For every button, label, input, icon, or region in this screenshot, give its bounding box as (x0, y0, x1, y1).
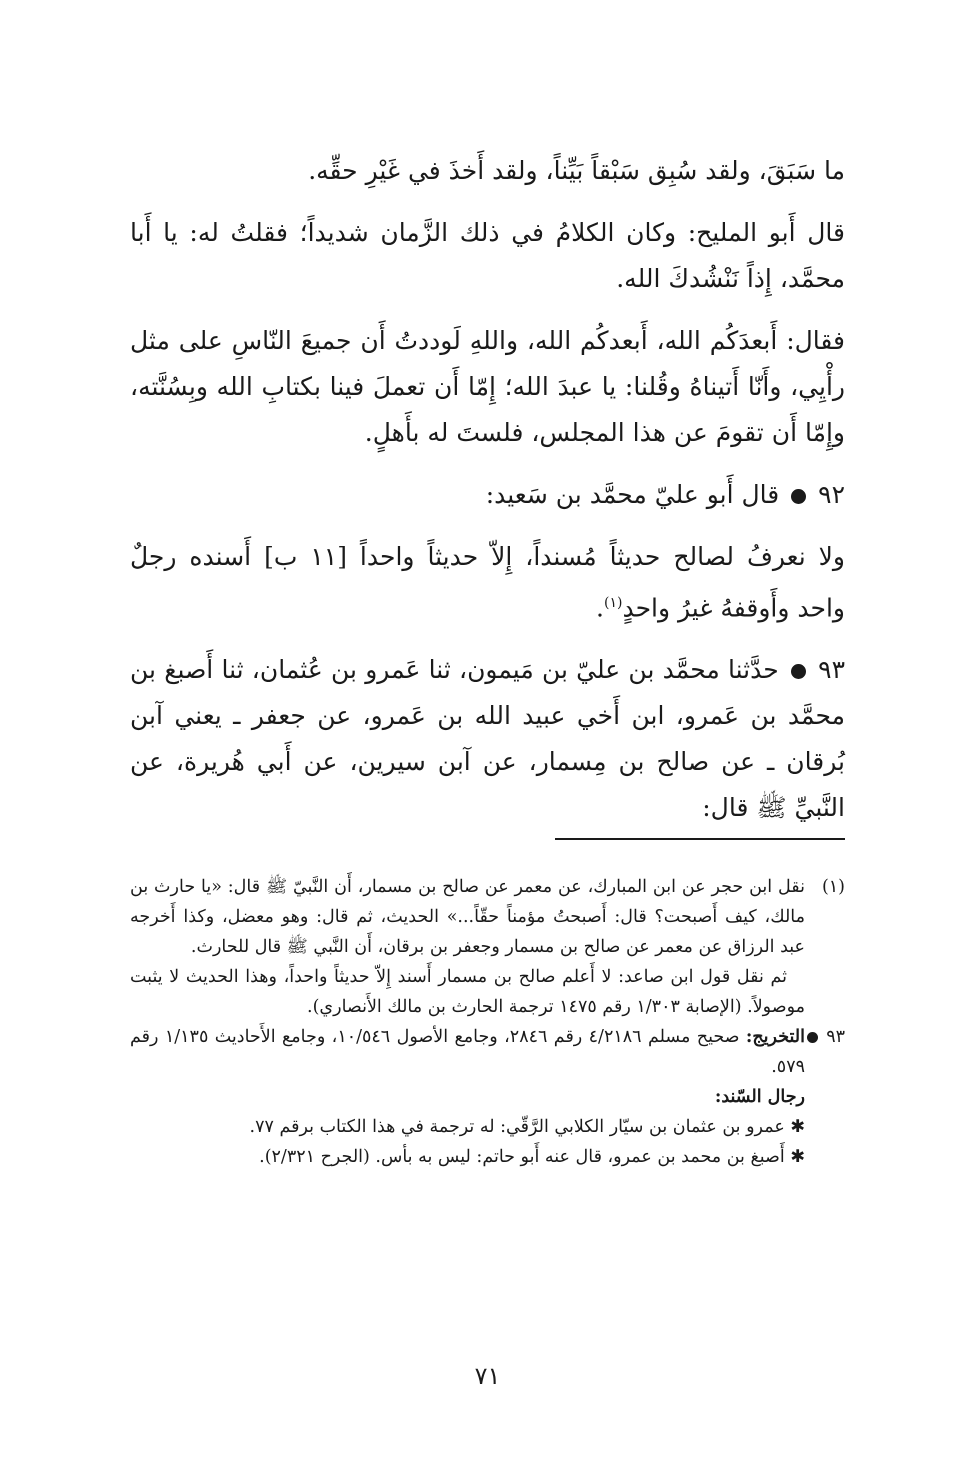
takhrij-label: التخريج: (745, 1027, 805, 1047)
rijal-item-1: ✱ عمرو بن عثمان بن سيّار الكلابي الرَّقّي: له ترجمة في هذا الكتاب برقم ٧٧. (249, 1117, 805, 1137)
footnote-93 (130, 1022, 845, 1082)
paragraph-93-text: حدَّثنا محمَّد بن عليّ بن مَيمون، ثنا عَمرو بن عُثمان، ثنا أَصبغ بن محمَّد بن عَمرو، ابن أَخي عبيد الله بن عَمرو، عن جعفر ـ يعني آبن بُرقان ـ عن صالح بن مِسمار، عن آبن سيرين، عن أَبي هُريرة، عن النَّبيِّ ﷺ قال: (130, 655, 845, 823)
takhrij-text: صحيح مسلم ٤/٢١٨٦ رقم ٢٨٤٦، وجامع الأصول ١٠/٥٤٦، وجامع الأَحاديث ١/١٣٥ رقم ٥٧٩. (130, 1027, 805, 1077)
paragraph-2: قال أَبو المليح: وكان الكلامُ في ذلك الزَّمان شديداً؛ فقلتُ له: يا أَبا محمَّد، إِذاً نَنْشُدكَ الله. (130, 218, 845, 293)
rijal-heading: رجال السّند: (714, 1087, 805, 1107)
rijal-item-2: ✱ أَصبغ بن محمد بن عمرو، قال عنه أَبو حاتم: ليس به بأس. (الجرح ٢/٣٢١). (259, 1147, 805, 1167)
footnote-1-text: نقل ابن حجر عن ابن المبارك، عن معمر عن صالح بن مسمار، أَن النَّبيّ ﷺ قال: «يا حارث بن مالك، كيف أَصبحت؟ قال: أَصبحتُ مؤمناً حقّاً...» الحديث، ثم قال: وهو معضل، وكذا أَخرجه عبد الرزاق عن معمر عن صالح بن مسمار وجعفر بن برقان، أَن النَّبي ﷺ قال للحارث. (130, 877, 805, 957)
page-number: ٧١ (474, 1362, 501, 1390)
paragraph-93 (130, 647, 845, 831)
footnote-93-number: ٩٣ (826, 1027, 845, 1047)
footnote-1 (130, 872, 845, 1022)
paragraph-3: فقال: أَبعدَكُم الله، أَبعدكُم الله، واللهِ لَوددتُ أَن جميعَ النّاسِ على مثل رأْيِي، وأَنّا أَتيناهُ وقُلنا: يا عبدَ الله؛ إِمّا أَن تعملَ فينا بكتابِ الله وبِسُنَّته، وإِمّا أَن تقومَ عن هذا المجلس، فلستَ له بأَهلٍ. (130, 326, 845, 447)
paragraph-92 (130, 472, 845, 518)
hadith-number: ٩٣ (818, 655, 845, 685)
bullet-icon (807, 1032, 818, 1043)
hadith-number: ٩٢ (818, 480, 845, 509)
footnote-marker: (١) (821, 877, 845, 897)
footnote-93-marker (804, 1022, 845, 1052)
footnote-1-text-2: ثم نقل قول ابن صاعد: لا أَعلم صالح بن مسمار أَسند إِلاّ حديثاً واحداً، وهذا الحديث لا يثبت موصولاً. (الإصابة ١/٣٠٣ رقم ١٤٧٥ ترجمة الحارث بن مالك الأَنصاري). (130, 967, 805, 1017)
footnote-ref[interactable]: (١) (603, 595, 623, 611)
paragraph-5-text: ولا نعرفُ لصالح حديثاً مُسنداً، إِلاّ حديثاً واحداً [١١ ب] أَسنده رجلٌ واحد وأَوقفهُ غيرُ واحدٍ (130, 542, 845, 623)
bullet-icon (791, 664, 806, 679)
footnote-divider (555, 838, 845, 840)
bullet-icon (791, 489, 806, 504)
paragraph-92-text: قال أَبو عليّ محمَّد بن سَعيد: (485, 480, 780, 509)
paragraph-5: ولا نعرفُ لصالح حديثاً مُسنداً، إِلاّ حديثاً واحداً [١١ ب] أَسنده رجلٌ واحد وأَوقفهُ غيرُ واحدٍ$^{(١)}$. (130, 542, 845, 623)
paragraph-1: ما سَبَقَ، ولقد سُبِق سَبْقاً بَيِّناً، ولقد أَخذَ في غَيْرِ حقِّه. (308, 156, 845, 185)
main-text (130, 148, 845, 831)
footnotes (130, 872, 845, 1172)
